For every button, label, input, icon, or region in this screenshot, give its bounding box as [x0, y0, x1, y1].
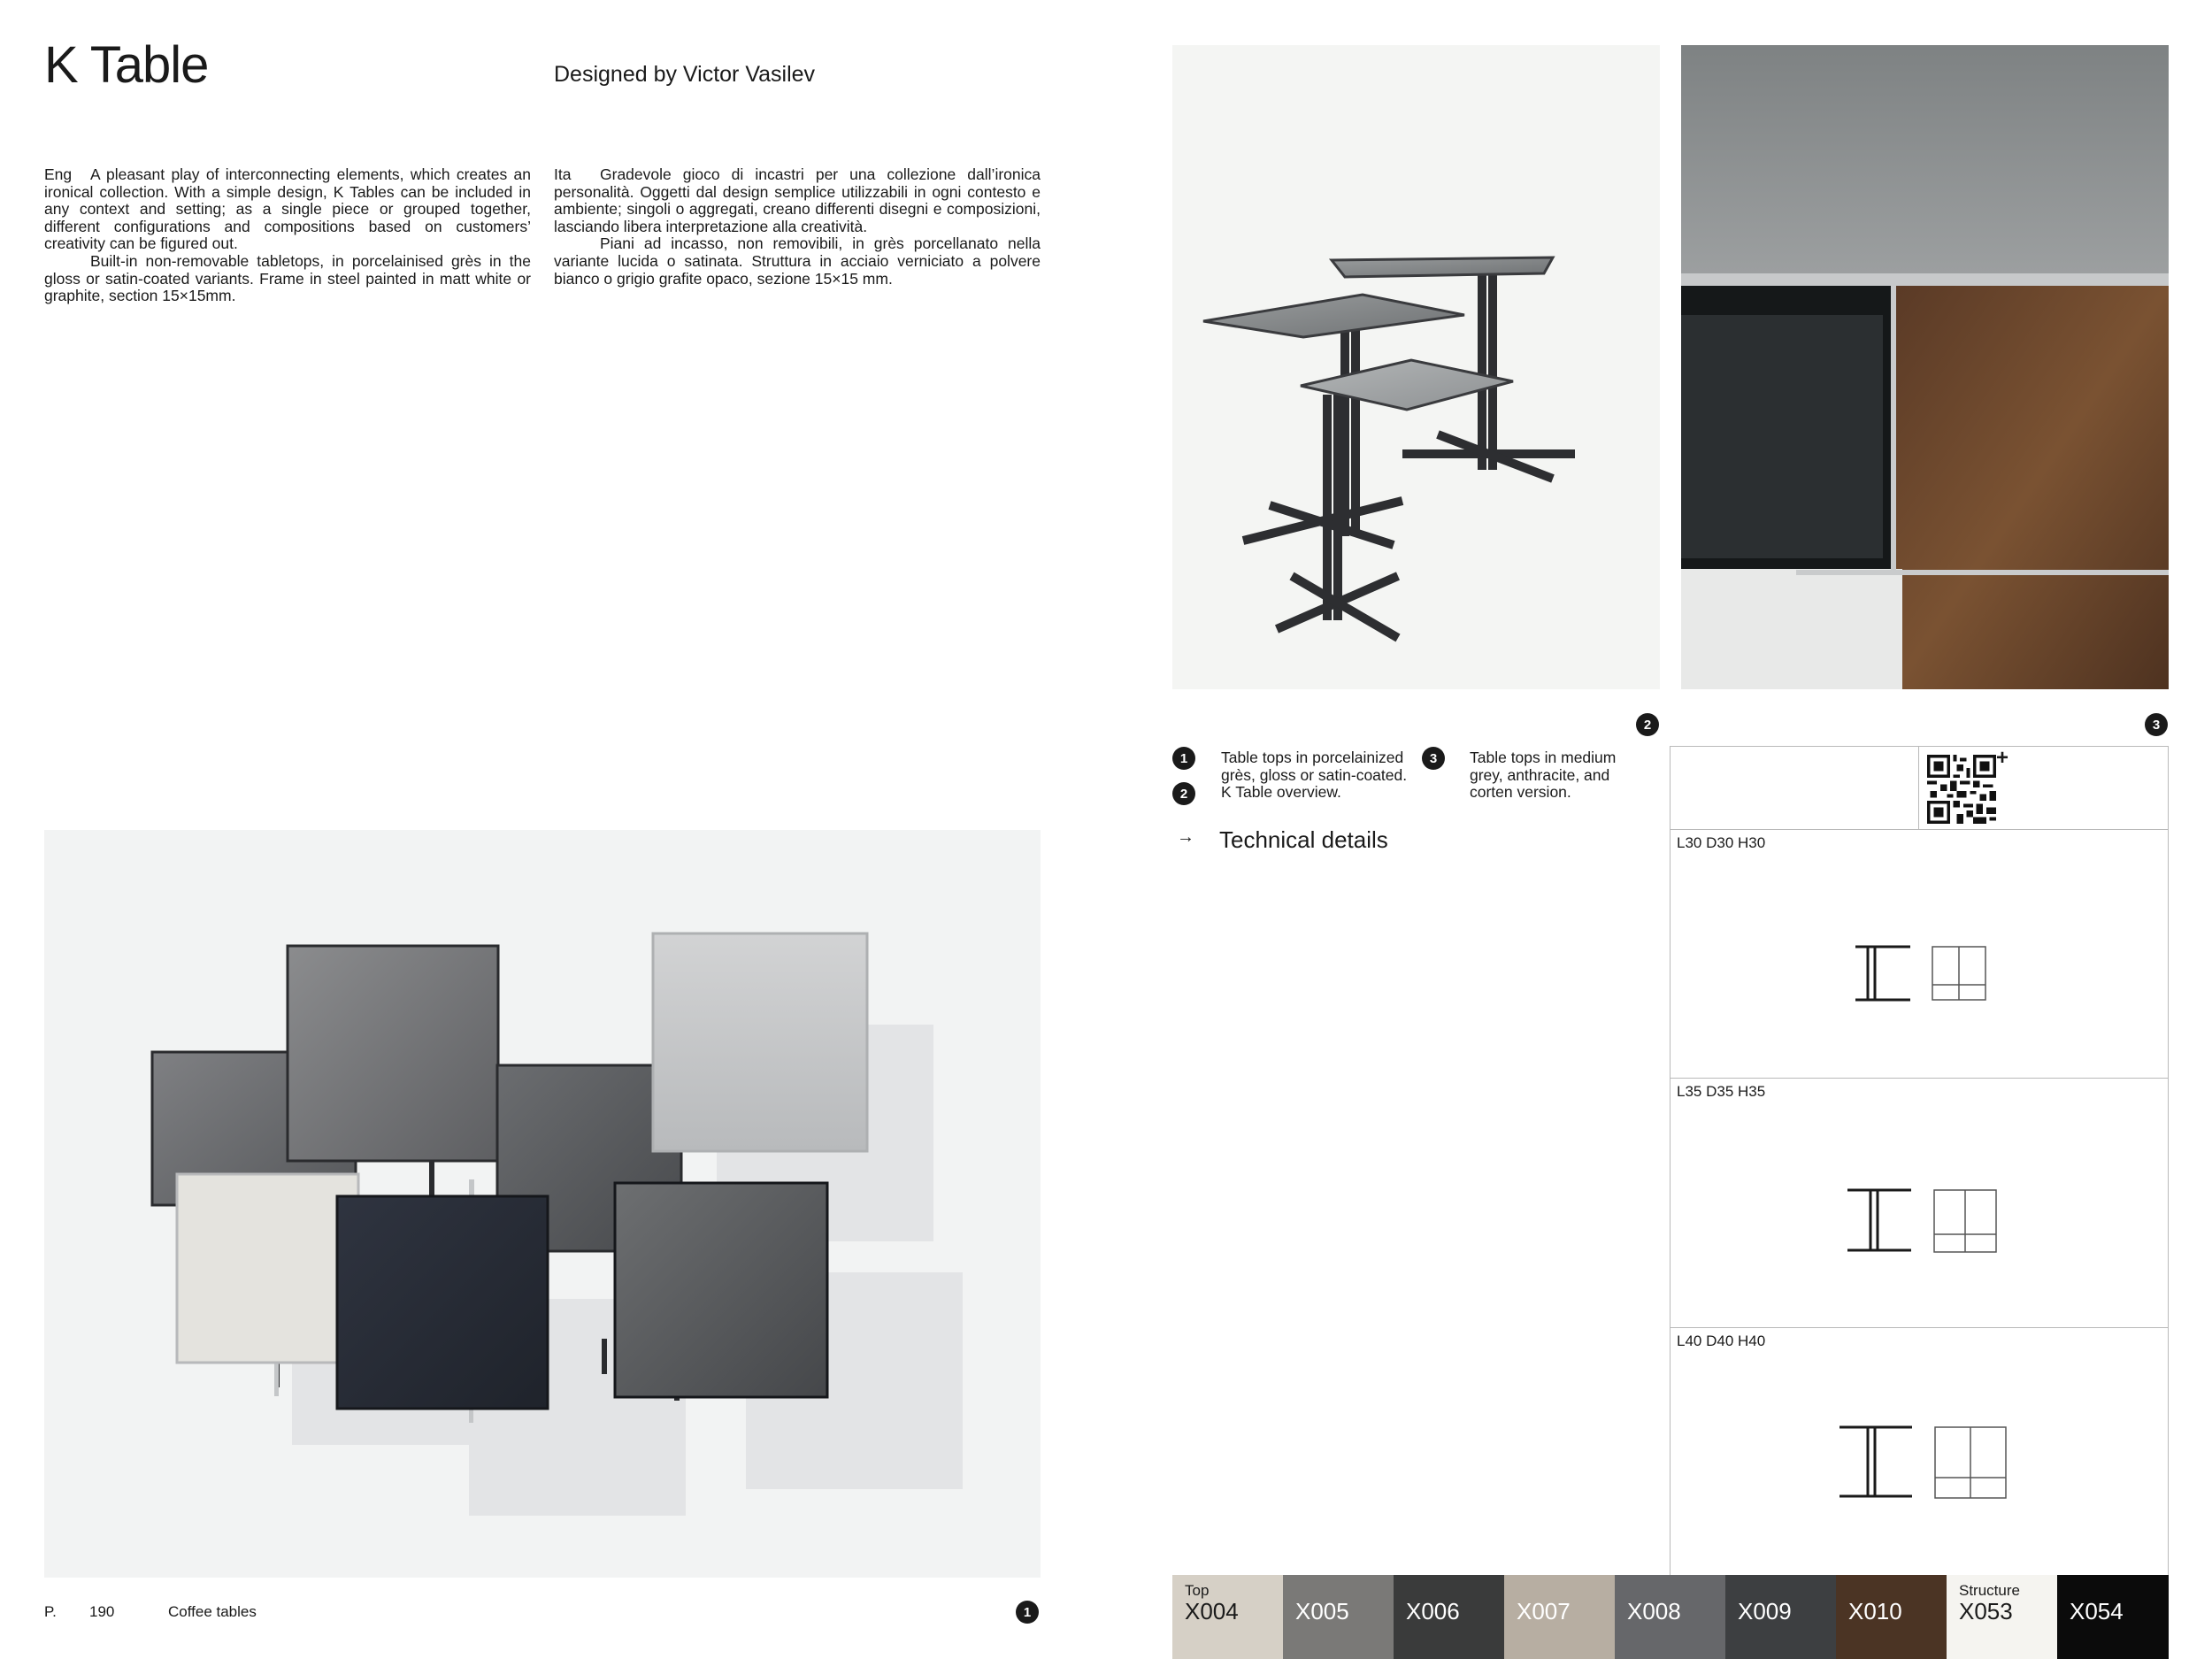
description-en-p2: Built-in non-removable tabletops, in porcelainised grès in the gloss or satin-coated variants. Frame in steel painted in matt white or graphite, section 15×15mm.	[44, 251, 531, 305]
photo-tabletop-detail	[1681, 45, 2169, 689]
side-and-top-view-icon	[1855, 945, 1988, 1003]
caption-number-badge: 2	[1172, 782, 1195, 805]
swatch-top-x008	[1615, 1575, 1725, 1659]
table-divider	[1918, 746, 1919, 830]
table-drawing-small	[1855, 945, 1988, 1008]
tabletops-composition-illustration	[44, 830, 1041, 1578]
language-label-ita: Ita	[554, 165, 572, 183]
plus-icon: +	[1996, 746, 2009, 770]
swatch-code: X008	[1627, 1598, 1681, 1624]
table-divider	[1670, 829, 2169, 830]
description-it-p1: Gradevole gioco di incastri per una collezione dall’ironica personalità. Oggetti dal design semplice utilizzabili in ogni contesto e ambiente; singoli o aggregati, creano differenti disegni e composizioni, lasciando libera interpretazione alla creatività.	[554, 165, 1041, 235]
swatch-code: X010	[1848, 1598, 1902, 1624]
qr-code[interactable]	[1927, 755, 1996, 828]
table-overview-illustration	[1172, 45, 1660, 689]
description-english	[44, 166, 531, 305]
swatch-top-x009	[1725, 1575, 1836, 1659]
qr-code-icon	[1927, 755, 1996, 824]
caption-text: K Table overview.	[1221, 783, 1341, 801]
swatch-top-x006	[1394, 1575, 1504, 1659]
description-it-p2: Piani ad incasso, non removibili, in grès porcellanato nella variante lucida o satinata. Struttura in acciaio verniciato a polvere bianco o grigio grafite opaco, sezione 15×15 mm.	[554, 234, 1041, 288]
table-divider	[1670, 1327, 2169, 1328]
swatch-structure-x053	[1947, 1575, 2057, 1659]
page-prefix: P.	[44, 1603, 57, 1620]
section-name: Coffee tables	[168, 1603, 257, 1620]
swatch-structure-x054	[2057, 1575, 2169, 1659]
description-italian	[554, 166, 1041, 288]
photo-table-overview	[1172, 45, 1660, 689]
swatch-top-x004	[1172, 1575, 1283, 1659]
table-drawing-large	[1839, 1425, 2008, 1504]
swatch-top-x010	[1836, 1575, 1947, 1659]
arrow-right-icon: →	[1177, 827, 1194, 847]
table-drawing-medium	[1847, 1188, 1998, 1258]
language-label-eng: Eng	[44, 165, 73, 183]
dimension-label: L35 D35 H35	[1677, 1083, 1766, 1100]
photo-number-badge: 1	[1016, 1601, 1039, 1624]
technical-details-link[interactable]: Technical details	[1219, 826, 1388, 853]
swatch-code: X054	[2070, 1598, 2124, 1624]
swatch-top-x007	[1504, 1575, 1615, 1659]
swatch-code: X005	[1295, 1598, 1349, 1624]
tabletop-detail-illustration	[1681, 45, 2169, 689]
swatch-code: X006	[1406, 1598, 1460, 1624]
swatch-code: X004	[1185, 1598, 1239, 1624]
caption-text: Table tops in porcelainized grès, gloss or satin-coated.	[1221, 749, 1408, 784]
structure-finishes-label: Structure	[1959, 1582, 2020, 1599]
caption-text: Table tops in medium grey, anthracite, and corten version.	[1470, 749, 1617, 802]
dimension-label: L30 D30 H30	[1677, 834, 1766, 851]
description-en-p1: A pleasant play of interconnecting elements, which creates an ironical collection. With a simple design, K Tables can be included in any context and setting; as a single piece or grouped together, different configurations and compositions based on customers’ creativity can be figured out.	[44, 165, 531, 253]
photo-tabletops-composition	[44, 830, 1041, 1578]
swatch-code: X007	[1517, 1598, 1571, 1624]
swatch-code: X053	[1959, 1598, 2013, 1624]
page-title: K Table	[44, 36, 209, 94]
caption-number-badge: 1	[1172, 747, 1195, 770]
table-divider	[1670, 1078, 2169, 1079]
photo-number-badge: 3	[2145, 713, 2168, 736]
photo-number-badge: 2	[1636, 713, 1659, 736]
side-and-top-view-icon	[1839, 1425, 2008, 1500]
side-and-top-view-icon	[1847, 1188, 1998, 1254]
swatch-code: X009	[1738, 1598, 1792, 1624]
dimension-label: L40 D40 H40	[1677, 1333, 1766, 1349]
designer-credit: Designed by Victor Vasilev	[554, 62, 816, 87]
swatch-top-x005	[1283, 1575, 1394, 1659]
page-number: 190	[89, 1603, 115, 1620]
caption-number-badge: 3	[1422, 747, 1445, 770]
top-finishes-label: Top	[1185, 1582, 1210, 1599]
